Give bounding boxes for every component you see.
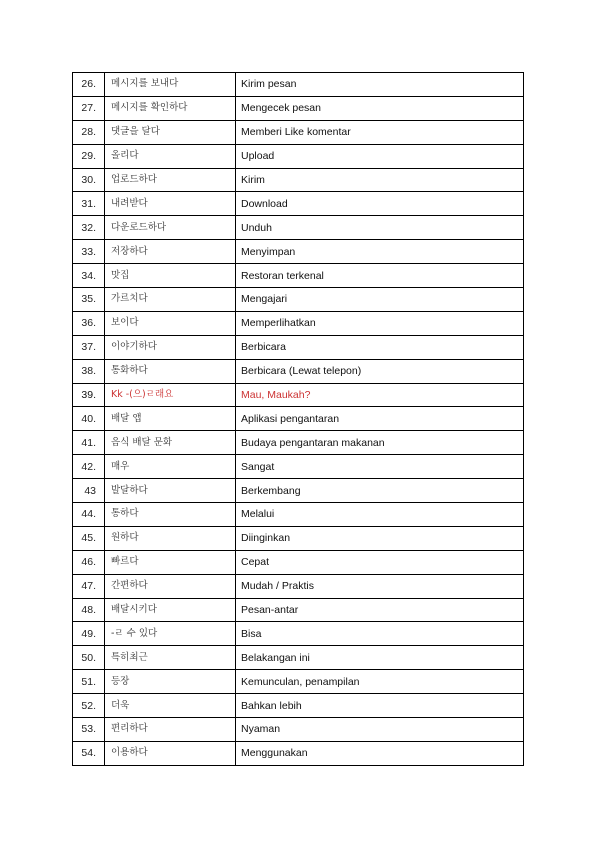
row-number-cell: 48.	[73, 598, 105, 622]
table-row	[73, 550, 524, 574]
korean-term-cell: 다운로드하다	[105, 216, 236, 240]
indonesian-translation-cell: Sangat	[236, 455, 524, 479]
table-row	[73, 670, 524, 694]
korean-term-cell: 가르치다	[105, 288, 236, 312]
table-row	[73, 622, 524, 646]
row-number-cell: 44.	[73, 503, 105, 527]
table-row	[73, 741, 524, 765]
indonesian-translation-cell: Budaya pengantaran makanan	[236, 431, 524, 455]
korean-term-cell: 올리다	[105, 144, 236, 168]
indonesian-translation-cell: Unduh	[236, 216, 524, 240]
row-number-cell: 35.	[73, 288, 105, 312]
table-row	[73, 431, 524, 455]
korean-term-cell: 편리하다	[105, 718, 236, 742]
row-number-cell: 34.	[73, 264, 105, 288]
vocabulary-table	[72, 72, 524, 766]
table-row	[73, 96, 524, 120]
table-row	[73, 192, 524, 216]
row-number-cell: 36.	[73, 311, 105, 335]
indonesian-translation-cell: Mau, Maukah?	[236, 383, 524, 407]
row-number-cell: 33.	[73, 240, 105, 264]
korean-term-cell: 통하다	[105, 503, 236, 527]
table-row	[73, 383, 524, 407]
korean-term-cell: 음식 배달 문화	[105, 431, 236, 455]
indonesian-translation-cell: Restoran terkenal	[236, 264, 524, 288]
indonesian-translation-cell: Aplikasi pengantaran	[236, 407, 524, 431]
indonesian-translation-cell: Belakangan ini	[236, 646, 524, 670]
korean-term-cell: 배달시키다	[105, 598, 236, 622]
indonesian-translation-cell: Download	[236, 192, 524, 216]
indonesian-translation-cell: Mengajari	[236, 288, 524, 312]
indonesian-translation-cell: Kirim	[236, 168, 524, 192]
korean-term-cell: 이야기하다	[105, 335, 236, 359]
table-row	[73, 73, 524, 97]
indonesian-translation-cell: Menyimpan	[236, 240, 524, 264]
row-number-cell: 47.	[73, 574, 105, 598]
row-number-cell: 37.	[73, 335, 105, 359]
korean-term-cell: 업로드하다	[105, 168, 236, 192]
table-row	[73, 598, 524, 622]
korean-term-cell: 이용하다	[105, 741, 236, 765]
row-number-cell: 50.	[73, 646, 105, 670]
indonesian-translation-cell: Kirim pesan	[236, 73, 524, 97]
vocabulary-table-body	[73, 73, 524, 766]
korean-term-cell: 보이다	[105, 311, 236, 335]
korean-term-cell: 배달 앱	[105, 407, 236, 431]
indonesian-translation-cell: Berbicara (Lewat telepon)	[236, 359, 524, 383]
indonesian-translation-cell: Menggunakan	[236, 741, 524, 765]
indonesian-translation-cell: Melalui	[236, 503, 524, 527]
table-row	[73, 694, 524, 718]
table-row	[73, 479, 524, 503]
row-number-cell: 53.	[73, 718, 105, 742]
indonesian-translation-cell: Kemunculan, penampilan	[236, 670, 524, 694]
row-number-cell: 39.	[73, 383, 105, 407]
table-row	[73, 288, 524, 312]
indonesian-translation-cell: Cepat	[236, 550, 524, 574]
indonesian-translation-cell: Mengecek pesan	[236, 96, 524, 120]
indonesian-translation-cell: Mudah / Praktis	[236, 574, 524, 598]
row-number-cell: 41.	[73, 431, 105, 455]
korean-term-cell: 발달하다	[105, 479, 236, 503]
korean-term-cell: Kk -(으)ㄹ래요	[105, 383, 236, 407]
row-number-cell: 54.	[73, 741, 105, 765]
table-row	[73, 574, 524, 598]
table-row	[73, 168, 524, 192]
table-row	[73, 335, 524, 359]
korean-term-cell: -ㄹ 수 있다	[105, 622, 236, 646]
korean-term-cell: 특히최근	[105, 646, 236, 670]
row-number-cell: 27.	[73, 96, 105, 120]
table-row	[73, 646, 524, 670]
indonesian-translation-cell: Diinginkan	[236, 526, 524, 550]
row-number-cell: 49.	[73, 622, 105, 646]
indonesian-translation-cell: Memperlihatkan	[236, 311, 524, 335]
row-number-cell: 30.	[73, 168, 105, 192]
table-row	[73, 311, 524, 335]
korean-term-cell: 저장하다	[105, 240, 236, 264]
indonesian-translation-cell: Berbicara	[236, 335, 524, 359]
table-row	[73, 144, 524, 168]
row-number-cell: 42.	[73, 455, 105, 479]
row-number-cell: 38.	[73, 359, 105, 383]
indonesian-translation-cell: Pesan-antar	[236, 598, 524, 622]
table-row	[73, 264, 524, 288]
korean-term-cell: 간편하다	[105, 574, 236, 598]
korean-term-cell: 메시지를 보내다	[105, 73, 236, 97]
korean-term-cell: 댓글을 달다	[105, 120, 236, 144]
indonesian-translation-cell: Berkembang	[236, 479, 524, 503]
table-row	[73, 503, 524, 527]
table-row	[73, 407, 524, 431]
row-number-cell: 43	[73, 479, 105, 503]
row-number-cell: 45.	[73, 526, 105, 550]
korean-term-cell: 등장	[105, 670, 236, 694]
row-number-cell: 46.	[73, 550, 105, 574]
korean-term-cell: 더욱	[105, 694, 236, 718]
table-row	[73, 240, 524, 264]
korean-term-cell: 내려받다	[105, 192, 236, 216]
indonesian-translation-cell: Bahkan lebih	[236, 694, 524, 718]
indonesian-translation-cell: Memberi Like komentar	[236, 120, 524, 144]
korean-term-cell: 통화하다	[105, 359, 236, 383]
korean-term-cell: 빠르다	[105, 550, 236, 574]
indonesian-translation-cell: Bisa	[236, 622, 524, 646]
korean-term-cell: 메시지를 확인하다	[105, 96, 236, 120]
table-row	[73, 718, 524, 742]
korean-term-cell: 맛집	[105, 264, 236, 288]
row-number-cell: 31.	[73, 192, 105, 216]
table-row	[73, 359, 524, 383]
table-row	[73, 216, 524, 240]
row-number-cell: 32.	[73, 216, 105, 240]
table-row	[73, 120, 524, 144]
row-number-cell: 40.	[73, 407, 105, 431]
korean-term-cell: 매우	[105, 455, 236, 479]
row-number-cell: 29.	[73, 144, 105, 168]
row-number-cell: 26.	[73, 73, 105, 97]
row-number-cell: 52.	[73, 694, 105, 718]
row-number-cell: 28.	[73, 120, 105, 144]
row-number-cell: 51.	[73, 670, 105, 694]
indonesian-translation-cell: Nyaman	[236, 718, 524, 742]
korean-term-cell: 원하다	[105, 526, 236, 550]
table-row	[73, 455, 524, 479]
table-row	[73, 526, 524, 550]
indonesian-translation-cell: Upload	[236, 144, 524, 168]
